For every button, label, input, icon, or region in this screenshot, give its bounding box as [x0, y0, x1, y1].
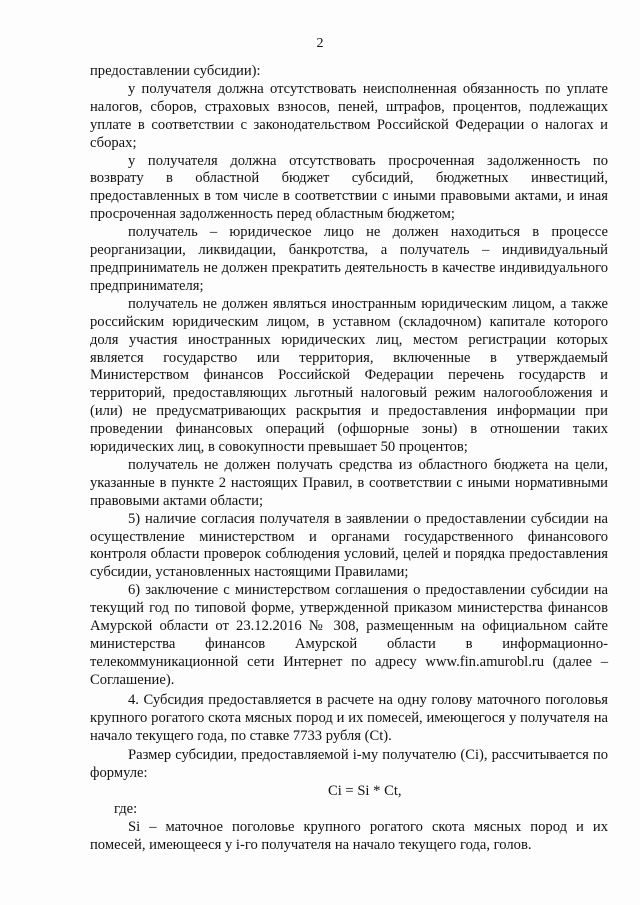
page-number: 2 [316, 36, 324, 51]
document-body [90, 63, 608, 855]
definition: Si – маточное поголовье крупного рогатого скота мясных пород и их помесей, имеющееся у i-го получателя на начало текущего года, голов. [90, 819, 608, 853]
paragraph: 4. Субсидия предоставляется в расчете на одну голову маточного поголовья крупного рогатого скота мясных пород и их помесей, имеющегося у получателя на начало текущего года, по ставке 7733 рубля (Ct). [90, 691, 608, 744]
paragraph: получатель не должен являться иностранным юридическим лицом, а также российским юридическим лицом, в уставном (складочном) капитале которого доля участия иностранных юридических лиц, местом регистрации которых является государство или территория, включенные в утверждаемый Министерством финансов Российской Федерации перечень государств и территорий, предоставляющих льготный налоговый режим налогообложения и (или) не предусматривающих раскрытия и предоставления информации при проведении финансовых операций (офшорные зоны) в отношении таких юридических лиц, в совокупности превышает 50 процентов; [90, 295, 608, 456]
formula: Ci = Si * Ct, [328, 783, 402, 800]
paragraph: 5) наличие согласия получателя в заявлении о предоставлении субсидии на осуществление министерством и органами государственного финансового контроля области проверок соблюдения условий, целей и порядка предоставления субсидии, установленных настоящими Правилами; [90, 510, 608, 581]
paragraph: получатель – юридическое лицо не должен находиться в процессе реорганизации, ликвидации, банкротства, а получатель – индивидуальный предприниматель не должен прекратить деятельность в качестве индивидуального предпринимателя; [90, 224, 608, 294]
paragraph: у получателя должна отсутствовать неисполненная обязанность по уплате налогов, сборов, страховых взносов, пеней, штрафов, процентов, подлежащих уплате в соответствии с законодательством Российской Федерации о налогах и сборах; [90, 80, 608, 151]
paragraph: 6) заключение с министерством соглашения о предоставлении субсидии на текущий год по типовой форме, утвержденной приказом министерства финансов Амурской области от 23.12.2016 № 308, размещенным на официальном сайте министерства финансов Амурской области в информационно-телекоммуникационной сети Интернет по адресу www.fin.amurobl.ru (далее – Соглашение). [90, 582, 608, 688]
paragraph: у получателя должна отсутствовать просроченная задолженность по возврату в областной бюджет субсидий, бюджетных инвестиций, предоставленных в том числе в соответствии с иными правовыми актами, и иная просроченная задолженность перед областным бюджетом; [90, 152, 608, 223]
paragraph: предоставлении субсидии): [90, 63, 261, 79]
paragraph: Размер субсидии, предоставляемой i-му получателю (Ci), рассчитывается по формуле: [90, 747, 608, 782]
where-label: где: [114, 801, 138, 818]
paragraph: получатель не должен получать средства из областного бюджета на цели, указанные в пункте 2 настоящих Правил, в соответствии с иными нормативными правовыми актами области; [90, 456, 608, 509]
